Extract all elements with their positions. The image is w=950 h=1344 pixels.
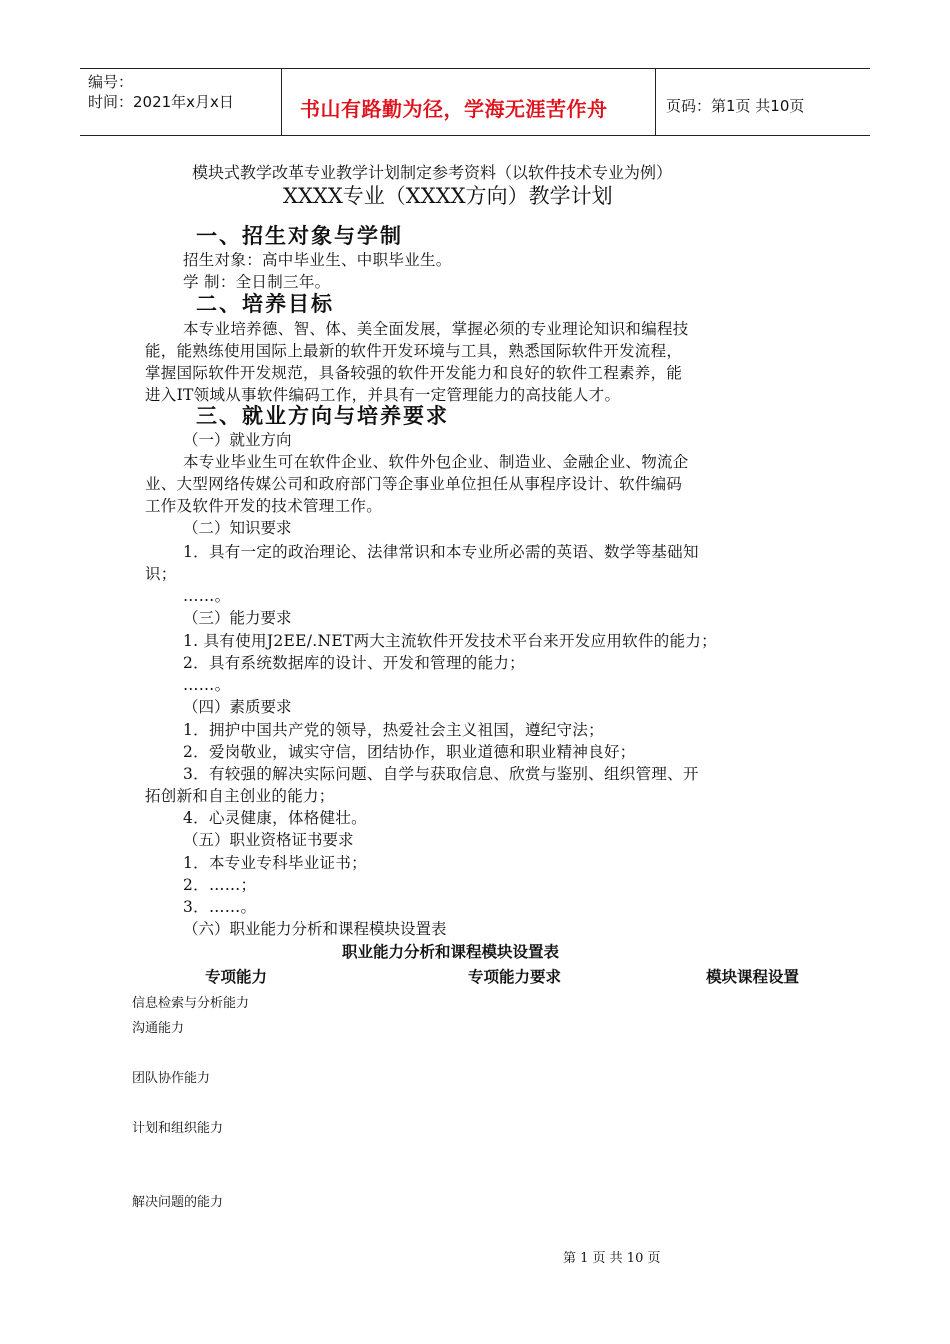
section3-subheading: （二）知识要求 (183, 519, 292, 537)
section3-line: 1．本专业专科毕业证书； (183, 854, 367, 872)
section3-subheading: （三）能力要求 (183, 609, 292, 627)
section3-line: 2．……； (183, 876, 257, 894)
section2-line: 本专业培养德、智、体、美全面发展，掌握必须的专业理论知识和编程技 (183, 320, 689, 338)
section3-subheading: （一）就业方向 (183, 431, 292, 449)
page-footer: 第 1 页 共 10 页 (563, 1251, 661, 1266)
table-row: 沟通能力 (132, 1021, 185, 1036)
section1-heading: 一、招生对象与学制 (196, 223, 403, 248)
table-row: 信息检索与分析能力 (132, 996, 250, 1011)
table-header-col1: 专项能力 (205, 968, 268, 986)
section3-line: ……。 (183, 676, 231, 694)
section3-line: 1．具有一定的政治理论、法律常识和本专业所必需的英语、数学等基础知 (183, 543, 699, 561)
section3-line: 2．爱岗敬业，诚实守信，团结协作，职业道德和职业精神良好； (183, 743, 636, 761)
section2-heading: 二、培养目标 (196, 291, 334, 316)
table-caption: 职业能力分析和课程模块设置表 (342, 943, 560, 961)
header-divider-right (655, 68, 656, 136)
section3-line: 识； (145, 565, 177, 583)
section3-line: 工作及软件开发的技术管理工作。 (145, 497, 383, 515)
table-header-col2: 专项能力要求 (468, 968, 562, 986)
section3-line: 4．心灵健康，体格健壮。 (183, 809, 367, 827)
section3-line: 3．有较强的解决实际问题、自学与获取信息、欣赏与鉴别、组织管理、开 (183, 765, 699, 783)
section3-line: 业、大型网络传媒公司和政府部门等企事业单位担任从事程序设计、软件编码 (145, 475, 683, 493)
header-page-info: 页码：第1页 共10页 (666, 97, 805, 115)
section3-line: ……。 (183, 587, 231, 605)
header-time-label: 时间：2021年x月x日 (88, 93, 234, 111)
document-subtitle: 模块式教学改革专业教学计划制定参考资料（以软件技术专业为例） (192, 163, 673, 182)
table-row: 计划和组织能力 (132, 1121, 224, 1136)
section2-line: 能，能熟练使用国际上最新的软件开发环境与工具，熟悉国际软件开发流程， (145, 342, 683, 360)
section1-line: 学 制：全日制三年。 (183, 273, 331, 291)
section3-subheading: （四）素质要求 (183, 698, 292, 716)
section3-line: 3．……。 (183, 898, 257, 916)
document-title: XXXX专业（XXXX方向）教学计划 (283, 184, 613, 208)
section3-line: 1．拥护中国共产党的领导，热爱社会主义祖国，遵纪守法； (183, 721, 604, 739)
section1-line: 招生对象：高中毕业生、中职毕业生。 (183, 251, 452, 269)
table-row: 解决问题的能力 (132, 1195, 224, 1210)
section3-heading: 三、就业方向与培养要求 (196, 403, 449, 428)
section2-line: 进入IT领域从事软件编码工作，并具有一定管理能力的高技能人才。 (145, 386, 621, 404)
header-divider-left (281, 68, 282, 136)
header-motto: 书山有路勤为径，学海无涯苦作舟 (300, 97, 608, 121)
header-number-label: 编号： (88, 73, 134, 91)
header-bottom-border (80, 135, 870, 136)
section2-line: 掌握国际软件开发规范，具备较强的软件开发能力和良好的软件工程素养，能 (145, 364, 683, 382)
section3-line: 本专业毕业生可在软件企业、软件外包企业、制造业、金融企业、物流企 (183, 453, 689, 471)
section3-subheading: （六）职业能力分析和课程模块设置表 (183, 920, 447, 938)
table-row: 团队协作能力 (132, 1071, 211, 1086)
header-top-border (80, 68, 870, 69)
section3-line: 1. 具有使用J2EE/.NET两大主流软件开发技术平台来开发应用软件的能力； (183, 632, 717, 650)
section3-line: 2．具有系统数据库的设计、开发和管理的能力； (183, 654, 525, 672)
section3-line: 拓创新和自主创业的能力； (145, 787, 335, 805)
section3-subheading: （五）职业资格证书要求 (183, 831, 354, 849)
table-header-col3: 模块课程设置 (706, 968, 800, 986)
